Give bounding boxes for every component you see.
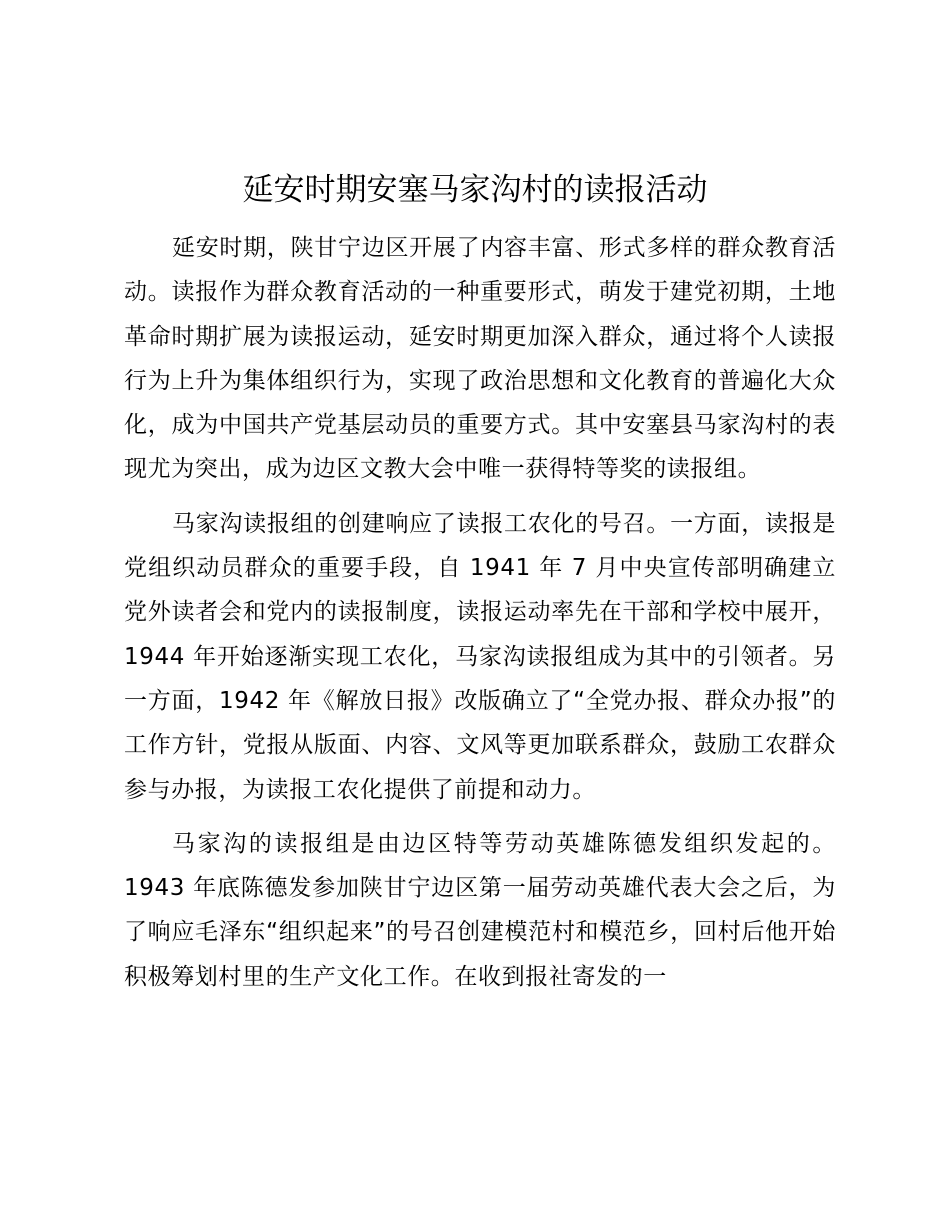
paragraph-3: 马家沟的读报组是由边区特等劳动英雄陈德发组织发起的。1943 年底陈德发参加陕甘宁边区第一届劳动英雄代表大会之后，为了响应毛泽东“组织起来”的号召创建模范村和模范乡，回村后他开始积极筹划村里的生产文化工作。在收到报社寄发的一	[124, 830, 836, 990]
paragraph-1: 延安时期，陕甘宁边区开展了内容丰富、形式多样的群众教育活动。读报作为群众教育活动的一种重要形式，萌发于建党初期，土地革命时期扩展为读报运动，延安时期更加深入群众，通过将个人读报行为上升为集体组织行为，实现了政治思想和文化教育的普遍化大众化，成为中国共产党基层动员的重要方式。其中安塞县马家沟村的表现尤为突出，成为边区文教大会中唯一获得特等奖的读报组。	[124, 235, 836, 483]
document-body	[124, 226, 836, 1009]
paragraph-2: 马家沟读报组的创建响应了读报工农化的号召。一方面，读报是党组织动员群众的重要手段，自 1941 年 7 月中央宣传部明确建立党外读者会和党内的读报制度，读报运动率先在干部和学校中展开，1944 年开始逐渐实现工农化，马家沟读报组成为其中的引领者。另一方面，1942 年《解放日报》改版确立了“全党办报、群众办报”的工作方针，党报从版面、内容、文风等更加联系群众，鼓励工农群众参与办报，为读报工农化提供了前提和动力。	[124, 510, 836, 803]
document-title: 延安时期安塞马家沟村的读报活动	[242, 172, 708, 208]
